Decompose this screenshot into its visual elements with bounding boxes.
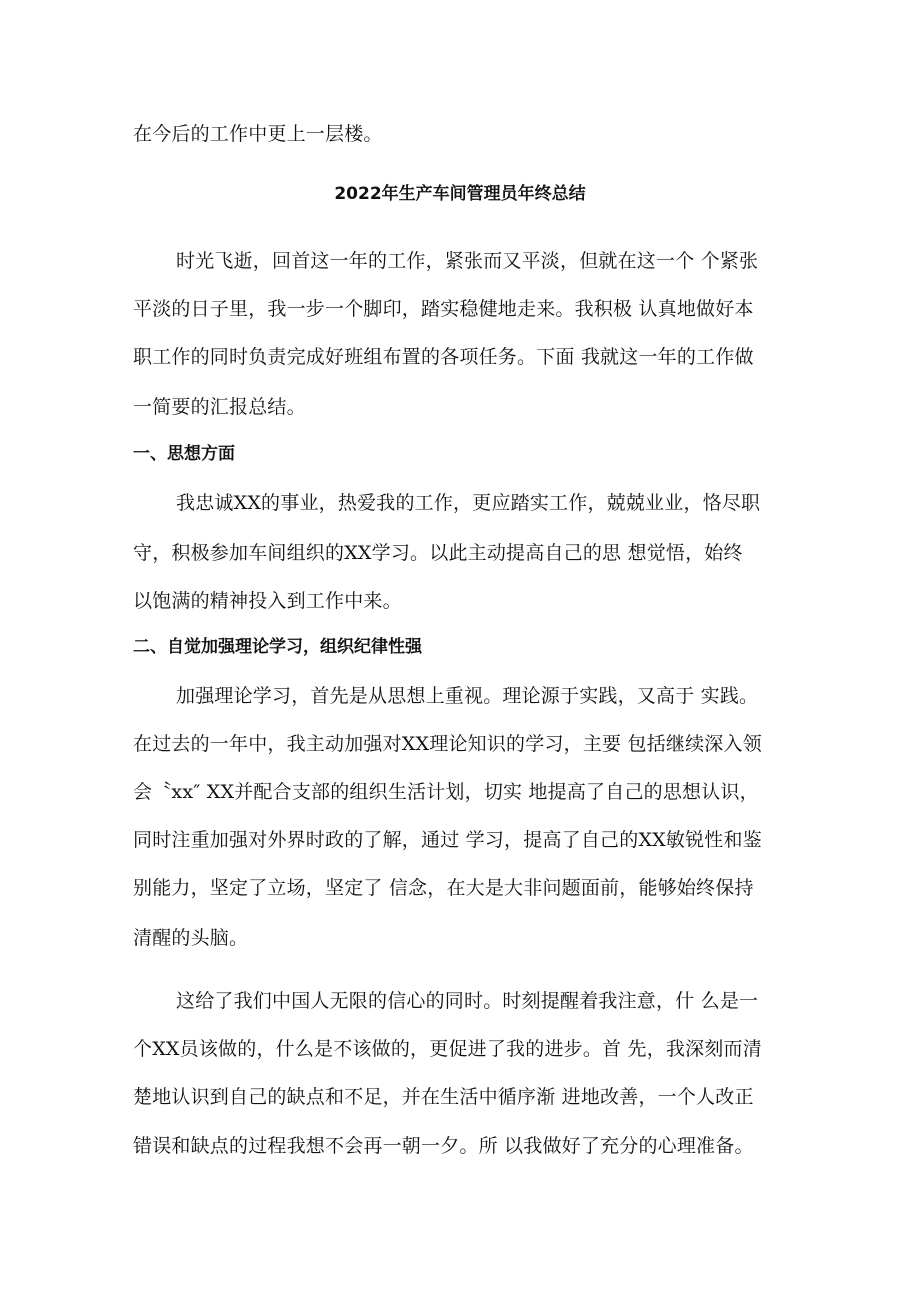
paragraph-line: 会〝xx″ XX并配合支部的组织生活计划，切实 地提高了自己的思想认识， [133, 781, 759, 803]
paragraph-line: 平淡的日子里，我一步一个脚印，踏实稳健地走来。我积极 认真地做好本 [133, 298, 754, 320]
paragraph-line: 时光飞逝，回首这一年的工作，紧张而又平淡，但就在这一个 个紧张 [176, 250, 759, 272]
paragraph-line: 同时注重加强对外界时政的了解，通过 学习，提高了自己的XX敏锐性和鉴 [133, 829, 762, 851]
paragraph-line: 以饱满的精神投入到工作中来。 [133, 590, 402, 612]
paragraph-line: 别能力，坚定了立场，坚定了 信念，在大是大非问题面前，能够始终保持 [133, 877, 754, 899]
paragraph-line: 错误和缺点的过程我想不会再一朝一夕。所 以我做好了充分的心理准备。 [133, 1135, 754, 1157]
paragraph-line: 我忠诚XX的事业，热爱我的工作，更应踏实工作，兢兢业业，恪尽职 [176, 492, 761, 514]
paragraph-line: 个XX员该做的，什么是不该做的，更促进了我的进步。首 先，我深刻而清 [133, 1038, 762, 1060]
section-heading-2: 二、自觉加强理论学习，组织纪律性强 [133, 637, 422, 657]
section-heading-1: 一、思想方面 [133, 444, 235, 464]
document-title: 2022年生产车间管理员年终总结 [334, 184, 586, 204]
intro-line: 在今后的工作中更上一层楼。 [133, 123, 383, 145]
paragraph-line: 在过去的一年中，我主动加强对XX理论知识的学习，主要 包括继续深入领 [133, 733, 762, 755]
paragraph-line: 楚地认识到自己的缺点和不足，并在生活中循序渐 进地改善，一个人改正 [133, 1086, 754, 1108]
paragraph-line: 守，积极参加车间组织的XX学习。以此主动提高自己的思 想觉悟，始终 [133, 542, 743, 564]
paragraph-line: 加强理论学习，首先是从思想上重视。理论源于实践，又高于 实践。 [176, 685, 759, 707]
paragraph-line: 职工作的同时负责完成好班组布置的各项任务。下面 我就这一年的工作做 [133, 346, 754, 368]
paragraph-line: 清醒的头脑。 [133, 927, 249, 949]
paragraph-line: 这给了我们中国人无限的信心的同时。时刻提醒着我注意，什 么是一 [176, 990, 759, 1012]
paragraph-line: 一简要的汇报总结。 [133, 396, 306, 418]
